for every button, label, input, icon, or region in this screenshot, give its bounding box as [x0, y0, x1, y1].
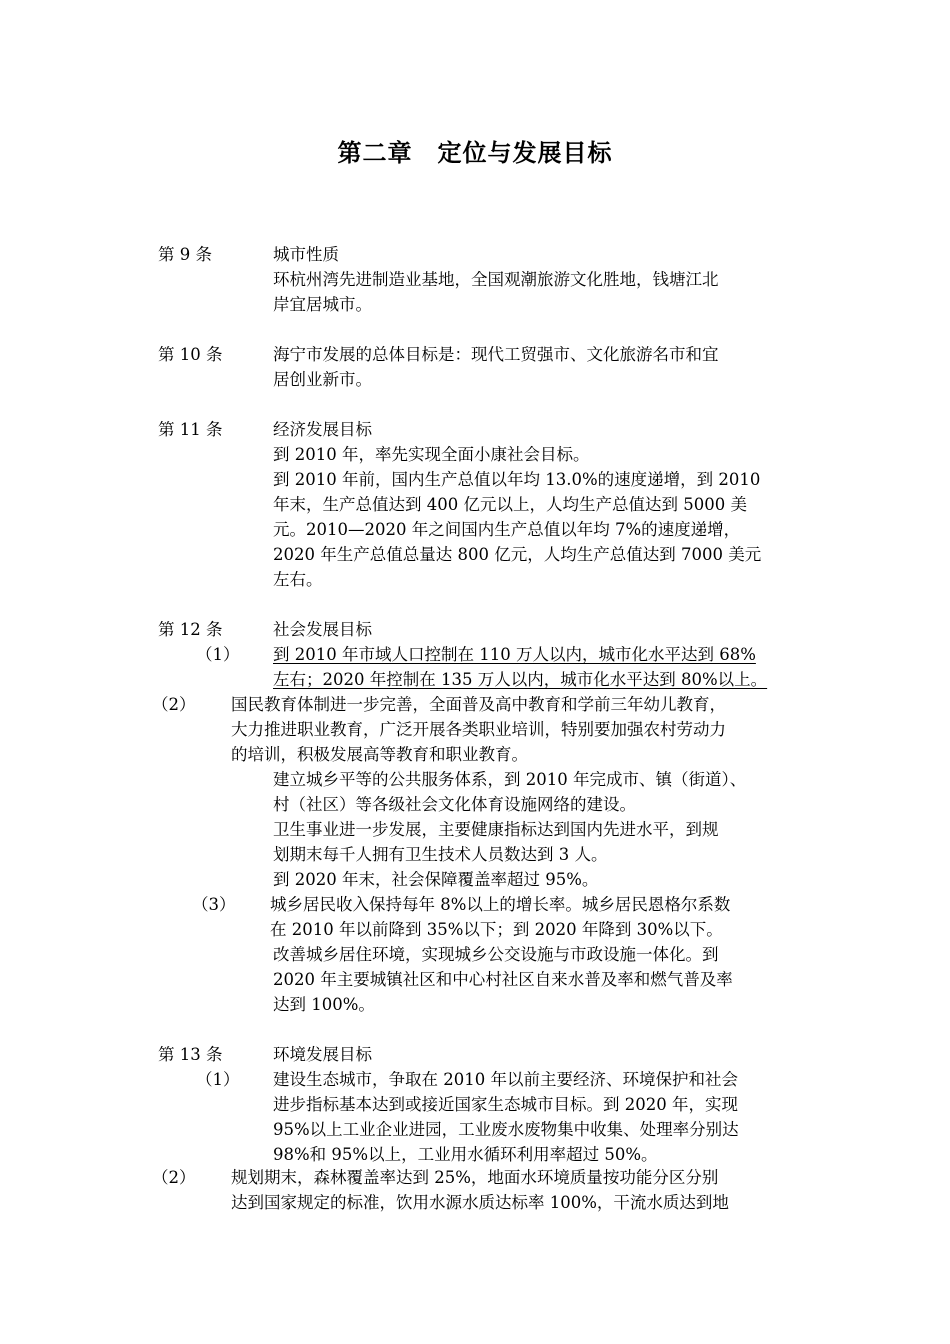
article-12-label: 第 12 条	[158, 620, 223, 639]
item-number: （1）	[196, 645, 240, 664]
article-12-item1-line: 到 2010 年市域人口控制在 110 万人以内，城市化水平达到 68%	[273, 645, 756, 664]
item-number: （1）	[196, 1070, 240, 1089]
item-number: （2）	[152, 695, 196, 714]
article-10-line: 居创业新市。	[273, 370, 372, 389]
article-12-item2-line: 卫生事业进一步发展，主要健康指标达到国内先进水平，到规	[273, 820, 719, 839]
article-11-line: 到 2010 年，率先实现全面小康社会目标。	[273, 445, 590, 464]
item-number: （3）	[192, 895, 236, 914]
article-12-item3-line: 改善城乡居住环境，实现城乡公交设施与市政设施一体化。到	[273, 945, 719, 964]
article-13-item2-line: 达到国家规定的标准，饮用水源水质达标率 100%，干流水质达到地	[231, 1193, 729, 1212]
article-13-item1-line: 98%和 95%以上，工业用水循环利用率超过 50%。	[273, 1145, 658, 1164]
article-13-item1-line: 95%以上工业企业进园，工业废水废物集中收集、处理率分别达	[273, 1120, 739, 1139]
article-12-item2-line: 国民教育体制进一步完善，全面普及高中教育和学前三年幼儿教育，	[231, 695, 726, 714]
article-12-item3-line: 在 2010 年以前降到 35%以下；到 2020 年降到 30%以下。	[270, 920, 723, 939]
chapter-title: 第二章 定位与发展目标	[337, 139, 613, 167]
article-12-item2-line: 到 2020 年末，社会保障覆盖率超过 95%。	[273, 870, 599, 889]
article-11-line: 左右。	[273, 570, 323, 589]
article-12-item2-line: 大力推进职业教育，广泛开展各类职业培训，特别要加强农村劳动力	[231, 720, 726, 739]
article-13-item1-line: 建设生态城市，争取在 2010 年以前主要经济、环境保护和社会	[273, 1070, 738, 1089]
article-10-label: 第 10 条	[158, 345, 223, 364]
article-12-heading: 社会发展目标	[273, 620, 372, 639]
article-9-line: 环杭州湾先进制造业基地，全国观潮旅游文化胜地，钱塘江北	[273, 270, 719, 289]
article-9-line: 岸宜居城市。	[273, 295, 372, 314]
article-12-item2-line: 建立城乡平等的公共服务体系，到 2010 年完成市、镇（街道）、	[273, 770, 747, 789]
article-9-heading: 城市性质	[273, 245, 339, 264]
article-12-item2-line: 的培训，积极发展高等教育和职业教育。	[231, 745, 528, 764]
article-11-line: 到 2010 年前，国内生产总值以年均 13.0%的速度递增，到 2010	[273, 470, 761, 489]
article-11-line: 元。2010—2020 年之间国内生产总值以年均 7%的速度递增，	[273, 520, 741, 539]
article-13-heading: 环境发展目标	[273, 1045, 372, 1064]
article-12-item3-line: 2020 年主要城镇社区和中心村社区自来水普及率和燃气普及率	[273, 970, 733, 989]
article-11-heading: 经济发展目标	[273, 420, 372, 439]
article-13-item2-line: 规划期末，森林覆盖率达到 25%，地面水环境质量按功能分区分别	[231, 1168, 719, 1187]
article-12-item2-line: 村（社区）等各级社会文化体育设施网络的建设。	[273, 795, 636, 814]
article-12-item3-line: 城乡居民收入保持每年 8%以上的增长率。城乡居民恩格尔系数	[270, 895, 731, 914]
article-11-line: 2020 年生产总值总量达 800 亿元，人均生产总值达到 7000 美元	[273, 545, 762, 564]
article-11-label: 第 11 条	[158, 420, 223, 439]
article-12-item1-line: 左右；2020 年控制在 135 万人以内，城市化水平达到 80%以上。	[273, 670, 768, 689]
article-13-item1-line: 进步指标基本达到或接近国家生态城市目标。到 2020 年，实现	[273, 1095, 738, 1114]
article-13-label: 第 13 条	[158, 1045, 223, 1064]
article-11-line: 年末，生产总值达到 400 亿元以上，人均生产总值达到 5000 美	[273, 495, 747, 514]
article-9-label: 第 9 条	[158, 245, 212, 264]
article-12-item3-line: 达到 100%。	[273, 995, 375, 1014]
article-10-line: 海宁市发展的总体目标是：现代工贸强市、文化旅游名市和宜	[273, 345, 719, 364]
item-number: （2）	[152, 1168, 196, 1187]
article-12-item2-line: 划期末每千人拥有卫生技术人员数达到 3 人。	[273, 845, 608, 864]
